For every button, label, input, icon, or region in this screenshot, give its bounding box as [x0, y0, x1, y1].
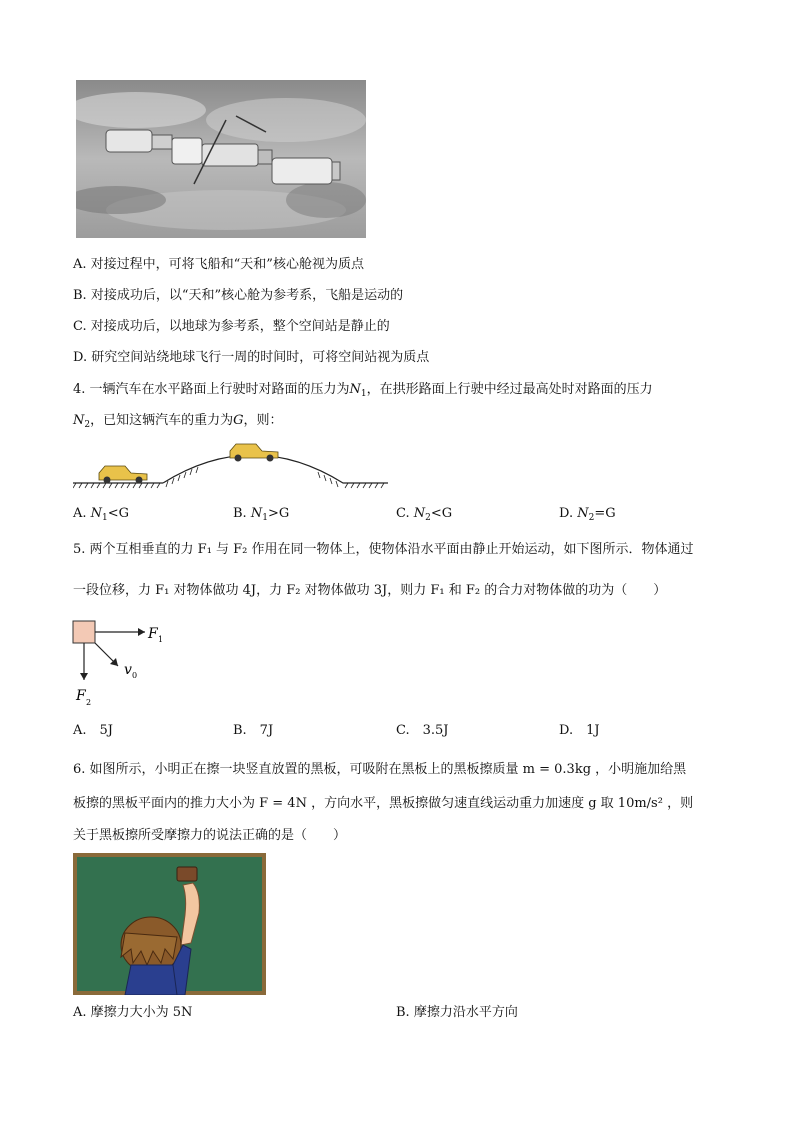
q5-stem-line2: 一段位移，力 F₁ 对物体做功 4J，力 F₂ 对物体做功 3J，则力 F₁ 和 F₂ 的合力对物体做的功为（ ）: [73, 583, 667, 598]
q3-option-d: D. 研究空间站绕地球飞行一周的时间时，可将空间站视为质点: [73, 350, 430, 365]
q5-stem-line1: 5. 两个互相垂直的力 F₁ 与 F₂ 作用在同一物体上，使物体沿水平面由静止开始运动，如下图所示．物体通过: [73, 542, 694, 557]
blackboard-illustration: [73, 853, 266, 995]
q4-option-b: B. $N_1>G$: [233, 506, 290, 523]
q4-stem-line1: 4. 一辆汽车在水平路面上行驶时对路面的压力为$N_1$，在拱形路面上行驶中经过最高处时对路面的压力: [73, 382, 653, 399]
q5-option-b: B. 7J: [233, 723, 274, 738]
q4-option-a: A. $N_1<G$: [73, 506, 130, 523]
q3-option-b: B. 对接成功后，以“天和”核心舱为参考系，飞船是运动的: [73, 288, 404, 303]
f2-sub: 2: [86, 698, 92, 707]
q5-option-a: A. 5J: [73, 723, 114, 738]
q4-option-c: C. $N_2<G$: [396, 506, 453, 523]
f1-sub: 1: [158, 635, 164, 644]
car-arch: [230, 444, 278, 462]
q6-stem-line3: 关于黑板擦所受摩擦力的说法正确的是（ ）: [73, 828, 347, 843]
q3-option-a: A. 对接过程中，可将飞船和“天和”核心舱视为质点: [73, 257, 364, 272]
f2-label: F: [76, 688, 86, 704]
force-diagram: [70, 618, 180, 710]
q3-option-c: C. 对接成功后，以地球为参考系，整个空间站是静止的: [73, 319, 390, 334]
car-flat: [99, 466, 147, 484]
car-road-diagram: [73, 437, 388, 493]
space-station-photo: [76, 80, 366, 238]
q6-option-b: B. 摩擦力沿水平方向: [396, 1005, 518, 1020]
v0-label: v: [124, 662, 132, 678]
q4-option-d: D. $N_2=G$: [559, 506, 616, 523]
f1-label: F: [148, 626, 158, 642]
q5-option-c: C. 3.5J: [396, 723, 449, 738]
q6-stem-line2: 板擦的黑板平面内的推力大小为 F = 4N ，方向水平，黑板擦做匀速直线运动重力加速度 g 取 10m/s² ，则: [73, 796, 694, 811]
q6-option-a: A. 摩擦力大小为 5N: [73, 1005, 193, 1020]
q6-stem-line1: 6. 如图所示，小明正在擦一块竖直放置的黑板，可吸附在黑板上的黑板擦质量 m = 0.3kg ，小明施加给黑: [73, 762, 687, 777]
q4-stem-line2: $N_2$，已知这辆汽车的重力为G，则：: [73, 413, 283, 430]
q5-option-d: D. 1J: [559, 723, 600, 738]
v0-sub: 0: [132, 671, 138, 680]
